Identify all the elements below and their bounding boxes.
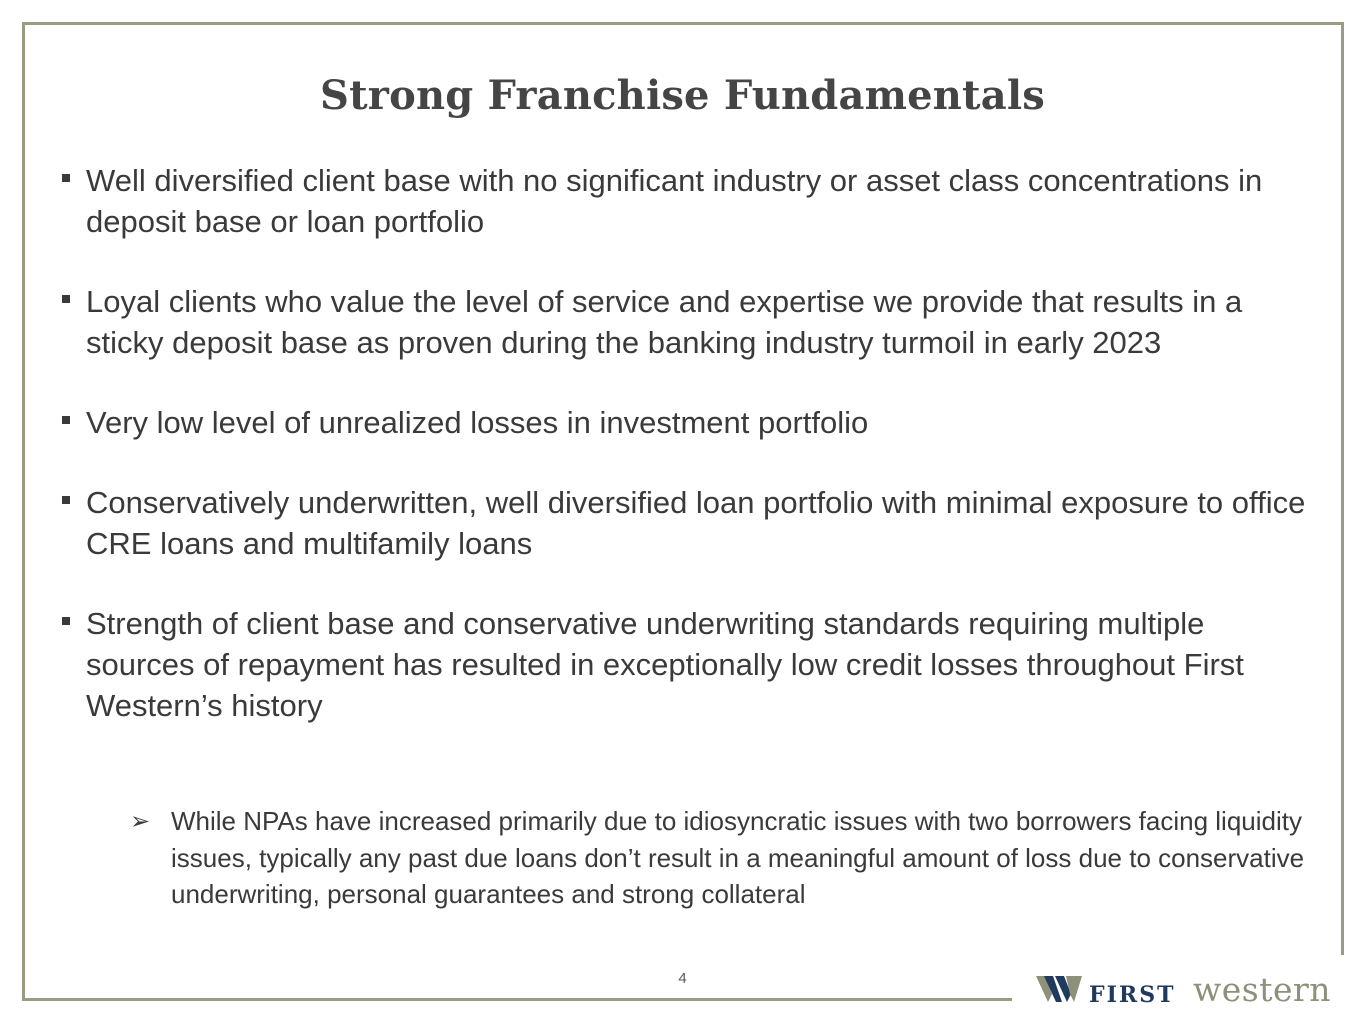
square-bullet-icon xyxy=(62,295,70,303)
logo-first-text: FIRST xyxy=(1089,982,1176,1008)
square-bullet-icon xyxy=(62,174,70,182)
bullet-item xyxy=(60,160,1310,242)
slide-title: Strong Franchise Fundamentals xyxy=(320,72,1045,119)
company-logo xyxy=(1036,970,1346,1010)
slide-frame-top xyxy=(22,22,1344,25)
bullet-text: Strength of client base and conservative underwriting standards requiring multiple sources of repayment has resulted in exceptionally low credit losses throughout First Western’s history xyxy=(86,606,1244,723)
square-bullet-icon xyxy=(62,416,70,424)
bullet-item xyxy=(60,402,1310,443)
sub-bullet-item xyxy=(130,803,1310,913)
page-number: 4 xyxy=(678,970,687,987)
bullet-text: Conservatively underwritten, well diversified loan portfolio with minimal exposure to office CRE loans and multifamily loans xyxy=(86,485,1306,561)
arrow-bullet-icon: ➢ xyxy=(130,807,151,835)
bullet-item xyxy=(60,281,1310,363)
bullet-item xyxy=(60,482,1310,564)
bullet-text: Well diversified client base with no significant industry or asset class concentrations in deposit base or loan portfolio xyxy=(86,163,1263,239)
logo-western-text: western xyxy=(1193,970,1332,1009)
sub-bullet-text: While NPAs have increased primarily due to idiosyncratic issues with two borrowers facing liquidity issues, typically any past due loans don’t result in a meaningful amount of loss due to conservative underwriting, personal guarantees and strong collateral xyxy=(171,806,1305,909)
bullet-list xyxy=(60,160,1310,765)
slide-frame-bottom xyxy=(22,998,1012,1001)
w-logo-icon xyxy=(1036,976,1082,1002)
square-bullet-icon xyxy=(62,496,70,504)
slide-frame-right xyxy=(1341,22,1344,955)
bullet-item xyxy=(60,603,1310,726)
bullet-text: Loyal clients who value the level of service and expertise we provide that results in a sticky deposit base as proven during the banking industry turmoil in early 2023 xyxy=(86,284,1243,360)
slide-frame-left xyxy=(22,22,25,1001)
square-bullet-icon xyxy=(62,617,70,625)
bullet-text: Very low level of unrealized losses in investment portfolio xyxy=(86,405,869,440)
